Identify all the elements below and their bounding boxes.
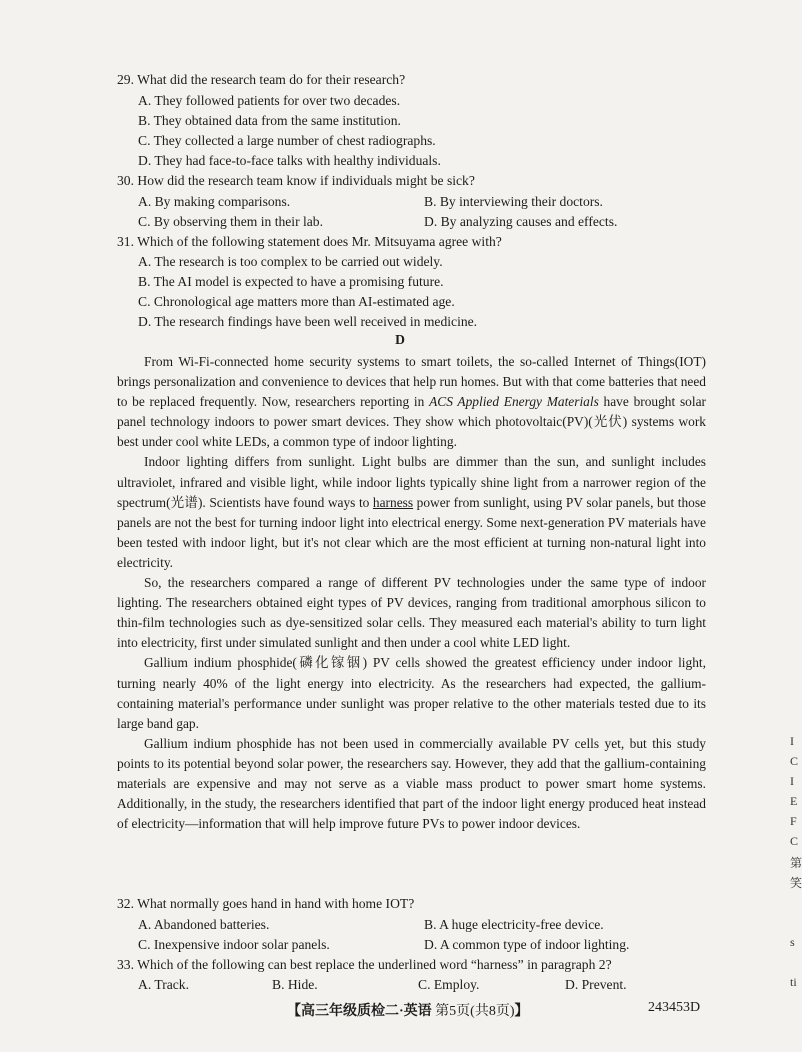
section-heading: D: [395, 332, 405, 347]
answer-option: C. Employ.: [418, 977, 480, 992]
passage-paragraph-1: From Wi-Fi-connected home security systems to smart toilets, the so-called Internet of Things(IOT) brings personalization and convenience to devices that help run homes. But with that come batteries that need to be replaced frequently. Now, researchers reporting in ACS Applied Energy Materials have brought solar panel technology indoors to power smart devices. They show which photovoltaic(PV)(光伏) systems work best under cool white LEDs, a common type of indoor lighting.: [117, 354, 706, 450]
passage-paragraph-4: Gallium indium phosphide(磷化镓铟) PV cells showed the greatest efficiency under indoor light, turning nearly 40% of the light energy into electricity. As the researchers had expected, the gallium-containing material's performance under sunlight was proper relative to the other materials tested due to its large band gap.: [117, 655, 706, 731]
answer-option: C. By observing them in their lab.: [138, 214, 324, 229]
answer-option: B. Hide.: [272, 977, 318, 992]
answer-option: D. Prevent.: [565, 977, 627, 992]
question-stem: 33. Which of the following can best replace the underlined word “harness” in paragraph 2?: [117, 957, 612, 972]
answer-option: B. They obtained data from the same institution.: [138, 113, 401, 128]
answer-option: A. Track.: [138, 977, 189, 992]
answer-option: A. They followed patients for over two decades.: [138, 93, 401, 108]
answer-option: D. A common type of indoor lighting.: [424, 937, 630, 952]
answer-option: A. By making comparisons.: [138, 194, 291, 209]
answer-option: B. By interviewing their doctors.: [424, 194, 603, 209]
exam-code: 243453D: [648, 1000, 701, 1015]
answer-option: C. Chronological age matters more than AI-estimated age.: [138, 294, 455, 309]
answer-option: B. A huge electricity-free device.: [424, 917, 604, 932]
answer-option: A. Abandoned batteries.: [138, 917, 270, 932]
exam-page: 29. What did the research team do for their research? A. They followed patients for over two decades. B. They obtained data from the same institution. C. They collected a large number of chest radiographs. D. They had face-to-face talks with healthy individuals. 30. How did the research team know if individuals might be sick? A. By making comparisons. B. By interviewing their doctors. C. By observing them in their lab. D. By analyzing causes and effects. 31. Which of the following statement does Mr. Mitsuyama agree with? A. The research is too complex to be carried out widely. B. The AI model is expected to have a promising future. C. Chronological age matters more than AI-estimated age. D. The research findings have been well received in medicine. D From Wi-Fi-connected home security systems to smart toilets, the so-called Internet of Things(IOT) brings personalization and convenience to devices that help run homes. But with that come batteries that need to be replaced frequently. Now, researchers reporting in ACS Applied Energy Materials have brought solar panel technology indoors to power smart devices. They show which photovoltaic(PV)(光伏) systems work best under cool white LEDs, a common type of indoor lighting. Indoor lighting differs from sunlight. Light bulbs are dimmer than the sun, and sunlight includes ultraviolet, infrared and visible light, while indoor lights typically shine light from a narrower region of the spectrum(光谱). Scientists have found ways to harness power from sunlight, using PV solar panels, but those panels are not the best for turning indoor light into electrical energy. Some next-generation PV materials have been tested with indoor light, but it's not clear which are the most efficient at turning non-natural light into electricity. So, the researchers compared a range of different PV technologies under the same type of indoor lighting. The researchers obtained eight types of PV devices, ranging from traditional amorphous silicon to thin-film technologies such as dye-sensitized solar cells. They measured each material's ability to turn light into electricity, first under simulated sunlight and then under a cool white LED light. Gallium indium phosphide(磷化镓铟) PV cells showed the greatest efficiency under indoor light, turning nearly 40% of the light energy into electricity. As the researchers had expected, the gallium-containing material's performance under sunlight was proper relative to the other materials tested due to its large band gap. Gallium indium phosphide has not been used in commercially available PV cells yet, but this study points to its potential beyond solar power, the researchers say. However, they add that the gallium-containing materials are expensive and may not serve as a viable mass product to power smart home systems. Additionally, in the study, the researchers identified that part of the indoor light energy produced heat instead of electricity—information that will help improve future PVs to power indoor devices. 32. What normally goes hand in hand with home IOT? A. Abandoned batteries. B. A huge electricity-free device. C. Inexpensive indoor solar panels. D. A common type of indoor lighting. 33. Which of the following can best replace the underlined word “harness” in paragraph 2? A. Track. B. Hide. C. Employ. D. Prevent. 【高三年级质检二·英语 第5页(共8页)】 243453D I C I E F C 第 笑 s ti: [0, 0, 800, 1052]
question-stem: 32. What normally goes hand in hand with home IOT?: [117, 896, 415, 911]
passage-paragraph-3: So, the researchers compared a range of different PV technologies under the same type of indoor lighting. The researchers obtained eight types of PV devices, ranging from traditional amorphous silicon to thin-film technologies such as dye-sensitized solar cells. They measured each material's ability to turn light into electricity, first under simulated sunlight and then under a cool white LED light.: [117, 575, 706, 651]
answer-option: D. The research findings have been well received in medicine.: [138, 314, 478, 329]
journal-name: ACS Applied Energy Materials: [429, 394, 599, 410]
question-stem: 30. How did the research team know if individuals might be sick?: [117, 173, 475, 188]
footer-title: 【高三年级质检二·英语 第5页(共8页)】: [287, 1004, 529, 1019]
reading-passage: [117, 352, 706, 834]
answer-option: C. Inexpensive indoor solar panels.: [138, 937, 330, 952]
page-number: 第5页(共8页): [435, 1004, 515, 1019]
answer-option: D. By analyzing causes and effects.: [424, 214, 618, 229]
answer-option: C. They collected a large number of chest radiographs.: [138, 133, 436, 148]
answer-option: D. They had face-to-face talks with healthy individuals.: [138, 153, 441, 168]
question-stem: 31. Which of the following statement does Mr. Mitsuyama agree with?: [117, 234, 502, 249]
question-stem: 29. What did the research team do for their research?: [117, 72, 406, 87]
answer-option: B. The AI model is expected to have a promising future.: [138, 274, 444, 289]
underlined-word: harness: [372, 494, 414, 510]
answer-option: A. The research is too complex to be carried out widely.: [138, 254, 443, 269]
passage-paragraph-2: Indoor lighting differs from sunlight. Light bulbs are dimmer than the sun, and sunlight includes ultraviolet, infrared and visible light, while indoor lights typically shine light from a narrower region of the spectrum(光谱). Scientists have found ways to harness power from sunlight, using PV solar panels, but those panels are not the best for turning indoor light into electrical energy. Some next-generation PV materials have been tested with indoor light, but it's not clear which are the most efficient at turning non-natural light into electricity.: [117, 454, 706, 570]
passage-paragraph-5: Gallium indium phosphide has not been used in commercially available PV cells yet, but this study points to its potential beyond solar power, the researchers say. However, they add that the gallium-containing materials are expensive and may not serve as a viable mass product to power smart home systems. Additionally, in the study, the researchers identified that part of the indoor light energy produced heat instead of electricity—information that will help improve future PVs to power indoor devices.: [117, 735, 706, 832]
